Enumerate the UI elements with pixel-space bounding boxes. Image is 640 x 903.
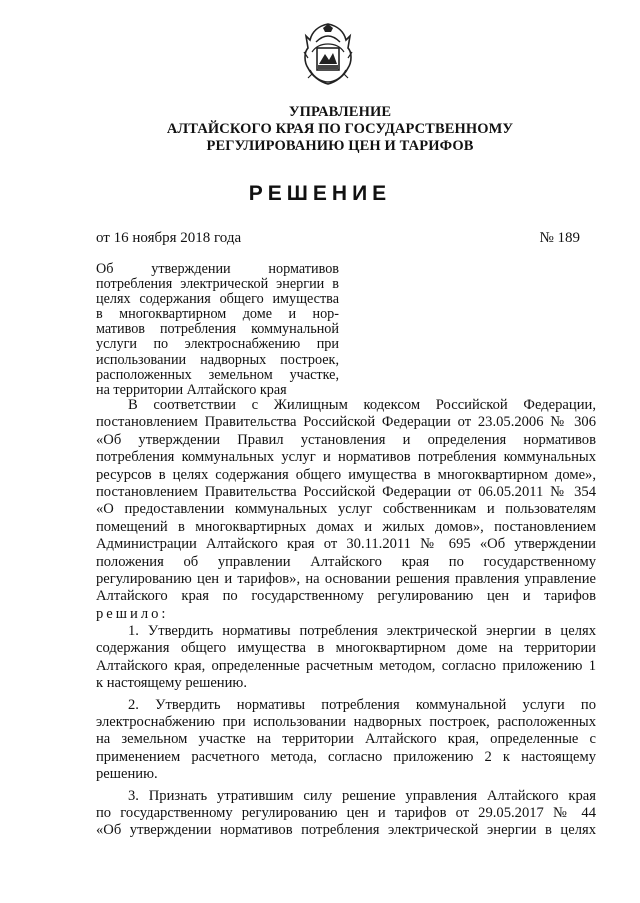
body-line: к настоящему решению. <box>96 675 247 692</box>
subject-line: мативов потребления коммунальной <box>96 321 339 338</box>
body-line: на земельном участке на территории Алтайского края, определенные с <box>96 731 596 748</box>
body-line: помещений в многоквартирных домах и жилых домов», постановлением <box>96 518 596 535</box>
body-line: решению. <box>96 766 158 783</box>
body-line: постановлением Правительства Российской Федерации от 23.05.2006 № 306 <box>96 414 596 431</box>
document-date: от 16 ноября 2018 года <box>96 230 242 246</box>
coat-of-arms-emblem <box>298 22 358 86</box>
body-line: регулированию цен и тарифов», на основании решения правления управление <box>96 570 596 587</box>
body-line: электроснабжению при использовании надворных построек, расположенных <box>96 714 596 731</box>
body-line: 2. Утвердить нормативы потребления коммунальной услуги по <box>128 696 596 713</box>
document-type-title: РЕШЕНИЕ <box>248 182 392 205</box>
subject-line: услуги по электроснабжению при <box>96 336 339 353</box>
subject-line: на территории Алтайского края <box>96 381 287 398</box>
body-line: Администрации Алтайского края от 30.11.2011 № 695 «Об утверждении <box>96 536 596 553</box>
agency-line-3: РЕГУЛИРОВАНИЮ ЦЕН И ТАРИФОВ <box>206 138 474 154</box>
body-line: Алтайского края, определенные расчетным методом, согласно приложению 1 <box>96 657 596 674</box>
body-line: по государственному регулированию цен и тарифов от 29.05.2017 № 44 <box>96 804 596 821</box>
subject-block <box>96 262 339 398</box>
body-line: содержания общего имущества в многоквартирном доме на территории <box>96 640 596 657</box>
body-line: «О предоставлении коммунальных услуг собственникам и пользователям <box>96 501 596 518</box>
agency-header <box>60 104 620 155</box>
body-line: 3. Признать утратившим силу решение управления Алтайского края <box>128 787 596 804</box>
body-line: «Об утверждении Правил установления и определения нормативов <box>96 431 596 448</box>
subject-line: потребления электрической энергии в <box>96 276 339 293</box>
subject-line: целях содержания общего имущества <box>96 291 339 308</box>
subject-line: расположенных земельном участке, <box>96 366 339 383</box>
body-line: применением расчетного метода, согласно приложению 2 к настоящему <box>96 748 596 765</box>
body-line: «Об утверждении нормативов потребления электрической энергии в целях <box>96 822 596 839</box>
body-line: В соответствии с Жилищным кодексом Российской Федерации, <box>128 397 596 413</box>
body-line: решило: <box>96 605 169 622</box>
subject-line: в многоквартирном доме и нор- <box>96 306 339 323</box>
agency-line-1: УПРАВЛЕНИЕ <box>288 104 392 120</box>
body-line: ресурсов в целях содержания общего имущества в многоквартирном доме», <box>96 466 596 483</box>
subject-line: использовании надворных построек, <box>96 351 339 368</box>
document-number: № 189 <box>539 230 580 246</box>
agency-line-2: АЛТАЙСКОГО КРАЯ ПО ГОСУДАРСТВЕННОМУ <box>166 121 514 137</box>
body-line: потребления коммунальных услуг и нормативов потребления коммунальных <box>96 449 596 466</box>
body-line: постановлением Правительства Российской Федерации от 06.05.2011 № 354 <box>96 483 596 500</box>
body-line: положения об управлении Алтайского края по государственному <box>96 553 596 570</box>
body-line: Алтайского края по государственному регулированию цен и тарифов <box>96 588 596 605</box>
body-line: 1. Утвердить нормативы потребления электрической энергии в целях <box>128 623 596 640</box>
subject-line: Об утверждении нормативов <box>96 261 339 277</box>
document-body <box>96 397 596 840</box>
